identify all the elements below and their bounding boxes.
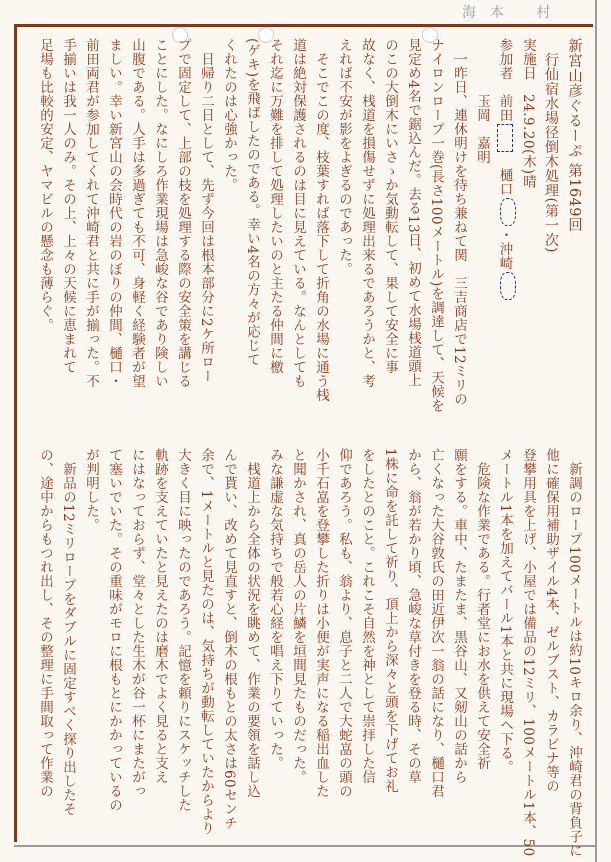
text-column-q20 [125,448,148,843]
text-column-q1 [562,448,585,858]
redaction-oval [500,198,516,226]
text-column-p16 [102,38,125,458]
column-text: が判明した。 [83,448,99,532]
text-column-q7 [424,448,447,843]
column-text: と聞かされ、真の岳人の片鱗を垣間見たものだった。 [290,448,306,784]
text-column-q8 [401,448,424,843]
column-text: 他に確保用補助ザイル4本、ゼルブスト、カラビナ等の [543,448,559,794]
column-text: 軌跡を支えていたと見えたのは磨木でよく見ると支え [152,448,168,784]
text-column-q11 [332,448,355,843]
column-text: ことにした。なにしろ作業現場は急峻な谷であり険しい [152,38,168,388]
column-text: ・沖崎 [496,228,513,270]
column-text: 前田両君が参加してくれて沖崎君と共に手が揃った。不 [83,38,99,388]
text-column-p8 [286,38,309,458]
text-column-p3 [401,38,424,458]
column-text: 故なく、桟道を損傷せずに処理出来るであろうかと、考 [359,38,375,388]
text-column-q14 [263,448,286,843]
column-text: 道は絶対保護されるのは目に見えている。なんとしても [290,38,306,388]
text-column-p4 [378,38,401,458]
column-text: くれたのは心強かった。 [221,38,237,192]
text-column-title [562,38,585,458]
text-column-p19 [33,38,56,458]
text-column-q22 [79,448,102,843]
column-text: ましい。幸い新宮山の会時代の岩のぼりの仲間、樋口・ [106,38,122,388]
lower-text-section [37,448,585,858]
text-column-p7 [309,38,332,458]
text-column-q21 [102,448,125,843]
column-text: 行仙宿水場径倒木処理(第一次) [543,38,559,253]
text-column-p14 [148,38,171,458]
column-text: 手揃いは我一人のみ。その上、上々の天候に恵まれて [60,38,76,374]
text-column-p13 [171,38,194,458]
upper-text-section [37,38,585,458]
text-column-q24 [33,448,56,843]
redaction-box [497,124,513,152]
text-column-q19 [148,448,171,843]
redaction-oval [500,272,516,300]
column-text: 一昨日、連休明けを待ち兼ねて関 三吉商店で12ミリの [451,38,467,407]
column-text: 1株に命を託して祈り、頂上から深々と頭を下げてお礼 [382,448,398,794]
text-column-q6 [447,448,470,843]
column-text: 樋口 [496,154,513,196]
text-column-q15 [240,448,263,843]
text-column-p1 [447,38,470,458]
column-text: えれば不安が影をよぎるのであった。 [336,38,352,276]
column-text: 日帰り二日として、先ず今回は根本部分に2ケ所ロー [198,38,214,384]
text-column-p10 [240,38,263,458]
text-column-p18 [56,38,79,458]
page-border-bottom [14,845,595,847]
column-text: 実施日 24.9.20(木)晴 [520,38,536,189]
text-column-q10 [355,448,378,843]
text-column-q23 [56,448,79,843]
text-column-p11 [217,38,240,458]
column-text: 山腹である。人手は多過ぎても不可、身軽く経験者が望 [129,38,145,388]
column-text: 足場も比較的安定、ヤマビルの懸念も薄らぐ。 [37,38,53,332]
column-text: そこでこの度、枝葉すれば落下して折角の水場に通う桟 [313,38,329,402]
text-column-q3 [516,448,539,857]
text-column-members2 [470,38,493,458]
column-text: 新品の12ミリロープをダブルに固定すべく探り出したそ [60,448,76,817]
column-text: 登攀用具を上げ、小屋では備品の12ミリ、100メートル1本、50 [520,448,536,857]
text-column-p12 [194,38,217,458]
column-text: メートル1本を加えてバール1本と共に現場へ下る。 [497,448,513,775]
column-text: 玉岡 嘉明 [474,38,490,164]
column-text: 新調のロープ100メートルは約10キロ余り、沖崎君の背負子に [566,448,582,858]
column-text: 危険な作業である。行者堂にお水を供えて安全祈 [474,448,490,770]
text-column-p5 [355,38,378,458]
page-border-top [14,24,593,27]
text-column-q12 [309,448,332,843]
text-column-subtitle [539,38,562,458]
column-text: 亡くなった大谷敦氏の田近伊次一翁の話になり、樋口君 [428,448,444,798]
column-text: て塞いでいた。その重味がモロに根もとにかかっているの [106,448,122,812]
column-text: の、途中からもつれ出し、その整理に手間取って作業の [37,448,53,798]
page-border-left [14,24,17,842]
column-text: のこの大倒木にいさゝか気動転して、果して安全に事 [382,38,398,374]
column-text: 新宮山彦ぐるーぷ 第1649回 [566,38,582,233]
text-column-q4 [493,448,516,843]
column-text: 桟道上から全体の状況を眺めて、作業の要領を話し込 [244,448,260,798]
column-text: にはなっておらず、堂々とした生木が谷一杯にまたがっ [129,448,145,798]
text-column-q13 [286,448,309,843]
column-text: (ゲキ)を飛ばしたのである。幸い4名の方々が応じて [244,38,260,367]
column-text: それ迄に万難を排して処理したいのと主たる仲間に檄 [267,38,283,374]
page-border-right [595,0,597,862]
text-column-q17 [194,448,217,843]
text-column-p6 [332,38,355,458]
text-column-q2 [539,448,562,843]
text-column-p17 [79,38,102,458]
column-text: 参加者 前田 [496,38,513,122]
text-column-date [516,38,539,458]
text-column-p2 [424,38,447,458]
text-column-p15 [125,38,148,458]
column-text: をしたとのこと。これこそ自然を神として崇拝した信 [359,448,375,784]
column-text: ナイロンロープ一巻(長さ100メートル)を調達して、天候を [428,38,444,413]
column-text: んで貰い、改めて見直すと、倒木の根もとの太さは60センチ [221,448,237,831]
column-text: 余で、1メートルと見たのは、気持ちが動転していたからより [198,448,214,836]
text-column-q18 [171,448,194,843]
text-column-p9 [263,38,286,458]
column-text: 願をする。車中、たまたま、黒谷山、又剱山の話から [451,448,467,784]
column-text: みな謙虚な気持ちで般若心経を唱え下りていった。 [267,448,283,770]
column-text: 見定め4名で鋸込んだ。去る13日、初めて水場桟道頭上 [405,38,421,388]
text-column-members [493,38,516,458]
column-text: 大きく目に映ったのであろう。記憶を頼りにスケッチした [175,448,191,812]
column-text: 仰であろう。私も、翁より、息子と二人で大蛇嵓の頭の [336,448,352,798]
column-text: から、翁が若かり頃、急峻な草付きを登る時、その草 [405,448,421,784]
text-column-q5 [470,448,493,843]
name-stamp: 海本 村 [462,5,565,21]
text-column-q9 [378,448,401,843]
text-column-q16 [217,448,240,843]
column-text: プで固定して、上部の枝を処理する際の安全策を講じる [175,38,191,388]
column-text: 小千石嵓を登攀した折りは小便が実声になる稲出血した [313,448,329,798]
